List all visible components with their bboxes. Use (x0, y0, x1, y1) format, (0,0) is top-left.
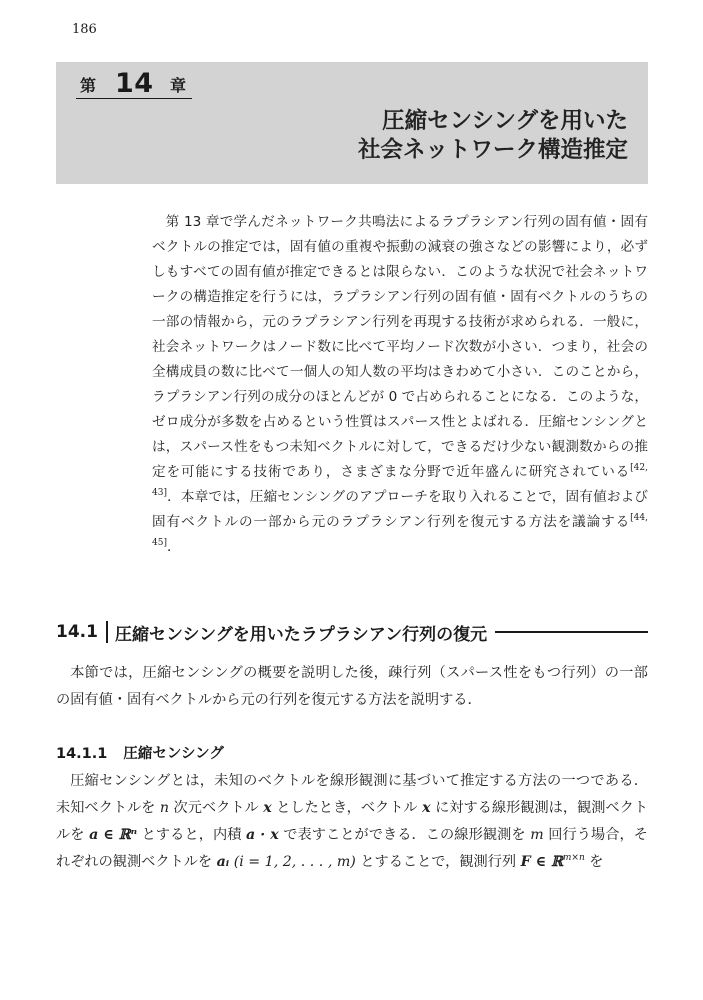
text-run: 次元ベクトル (169, 800, 264, 816)
section-divider-bar (106, 621, 108, 643)
math-F-matrix: F ∈ ℝ (520, 854, 563, 870)
math-x: x (263, 800, 272, 816)
chapter-suffix: 章 (169, 76, 186, 95)
section-rule (495, 631, 648, 633)
math-x: x (422, 800, 431, 816)
math-inner-product: a · x (246, 827, 279, 843)
chapter-header (56, 62, 648, 184)
subsection-number: 14.1.1 (56, 746, 108, 762)
chapter-prefix: 第 (80, 76, 97, 95)
subsection-heading (56, 742, 224, 763)
section-number: 14.1 (56, 622, 98, 642)
text-run: で表すことができる．この線形観測を (278, 827, 531, 843)
section-heading (56, 620, 648, 644)
math-F-superscript: m×n (562, 853, 585, 863)
chapter-title-line-2: 社会ネットワーク構造推定 (357, 137, 628, 163)
intro-paragraph (152, 210, 648, 560)
math-index-range: (i = 1, 2, . . . , m) (233, 854, 356, 870)
intro-text-1: 第 13 章で学んだネットワーク共鳴法によるラプラシアン行列の固有値・固有ベクトルの推定では，固有値の重複や振動の減衰の強さなどの影響により，必ずしもすべての固有値が推定できるとは限らない．このような状況で社会ネットワークの構造推定を行うには，ラプラシアン行列の固有値・固有ベクトルのうちの一部の情報から，元のラプラシアン行列を再現する技術が求められる．一般に，社会ネットワークはノード数に比べて平均ノード次数が小さい．つまり，社会の全構成員の数に比べて一個人の知人数の平均はきわめて小さい．このことから，ラプラシアン行列の成分のほとんどが 0 で占められることになる．このような，ゼロ成分が多数を占めるという性質はスパース性とよばれる．圧縮センシングとは，スパース性をもつ未知ベクトルに対して，できるだけ少ない観測数からの推定を可能にする技術であり，さまざまな分野で近年盛んに研究されている (152, 214, 648, 480)
chapter-title-line-1: 圧縮センシングを用いた (382, 108, 628, 134)
page-number: 186 (72, 22, 97, 37)
chapter-intro (152, 210, 648, 560)
citation-42-43[interactable]: [42, 43] (152, 463, 648, 498)
citation-44-45[interactable]: [44, 45] (152, 513, 648, 548)
text-run: とすると，内積 (137, 827, 247, 843)
text-run: としたとき，ベクトル (271, 800, 423, 816)
math-a-in-rn: a ∈ ℝⁿ (89, 827, 138, 843)
text-run: を (584, 854, 604, 870)
subsection-title: 圧縮センシング (123, 746, 224, 762)
chapter-title (358, 107, 628, 165)
chapter-label (76, 68, 192, 99)
text-run: 圧縮センシングとは，未知のベクトルを線形観測に基づいて推定する方法の一つである．未知ベクトルを (56, 773, 648, 816)
intro-text-3: ． (166, 539, 181, 555)
math-n: n (159, 800, 170, 816)
text-run: 回行う場合，それぞれの観測ベクトルを (56, 827, 648, 870)
section-title: 圧縮センシングを用いたラプラシアン行列の復元 (114, 624, 488, 645)
subsection-paragraph (56, 768, 648, 876)
section-body (56, 660, 648, 714)
subsection-body (56, 768, 648, 876)
math-m: m (530, 827, 544, 843)
intro-text-2: ．本章では，圧縮センシングのアプローチを取り入れることで，固有値および固有ベクトルの一部から元のラプラシアン行列を復元する方法を議論する (152, 489, 648, 530)
text-run: とすることで，観測行列 (355, 854, 521, 870)
text-run: に対する線形観測は，観測ベクトルを (56, 800, 648, 843)
math-a-i: aᵢ (216, 854, 230, 870)
chapter-number: 14 (115, 68, 154, 99)
section-paragraph: 本節では，圧縮センシングの概要を説明した後，疎行列（スパース性をもつ行列）の一部の固有値・固有ベクトルから元の行列を復元する方法を説明する． (56, 665, 648, 708)
